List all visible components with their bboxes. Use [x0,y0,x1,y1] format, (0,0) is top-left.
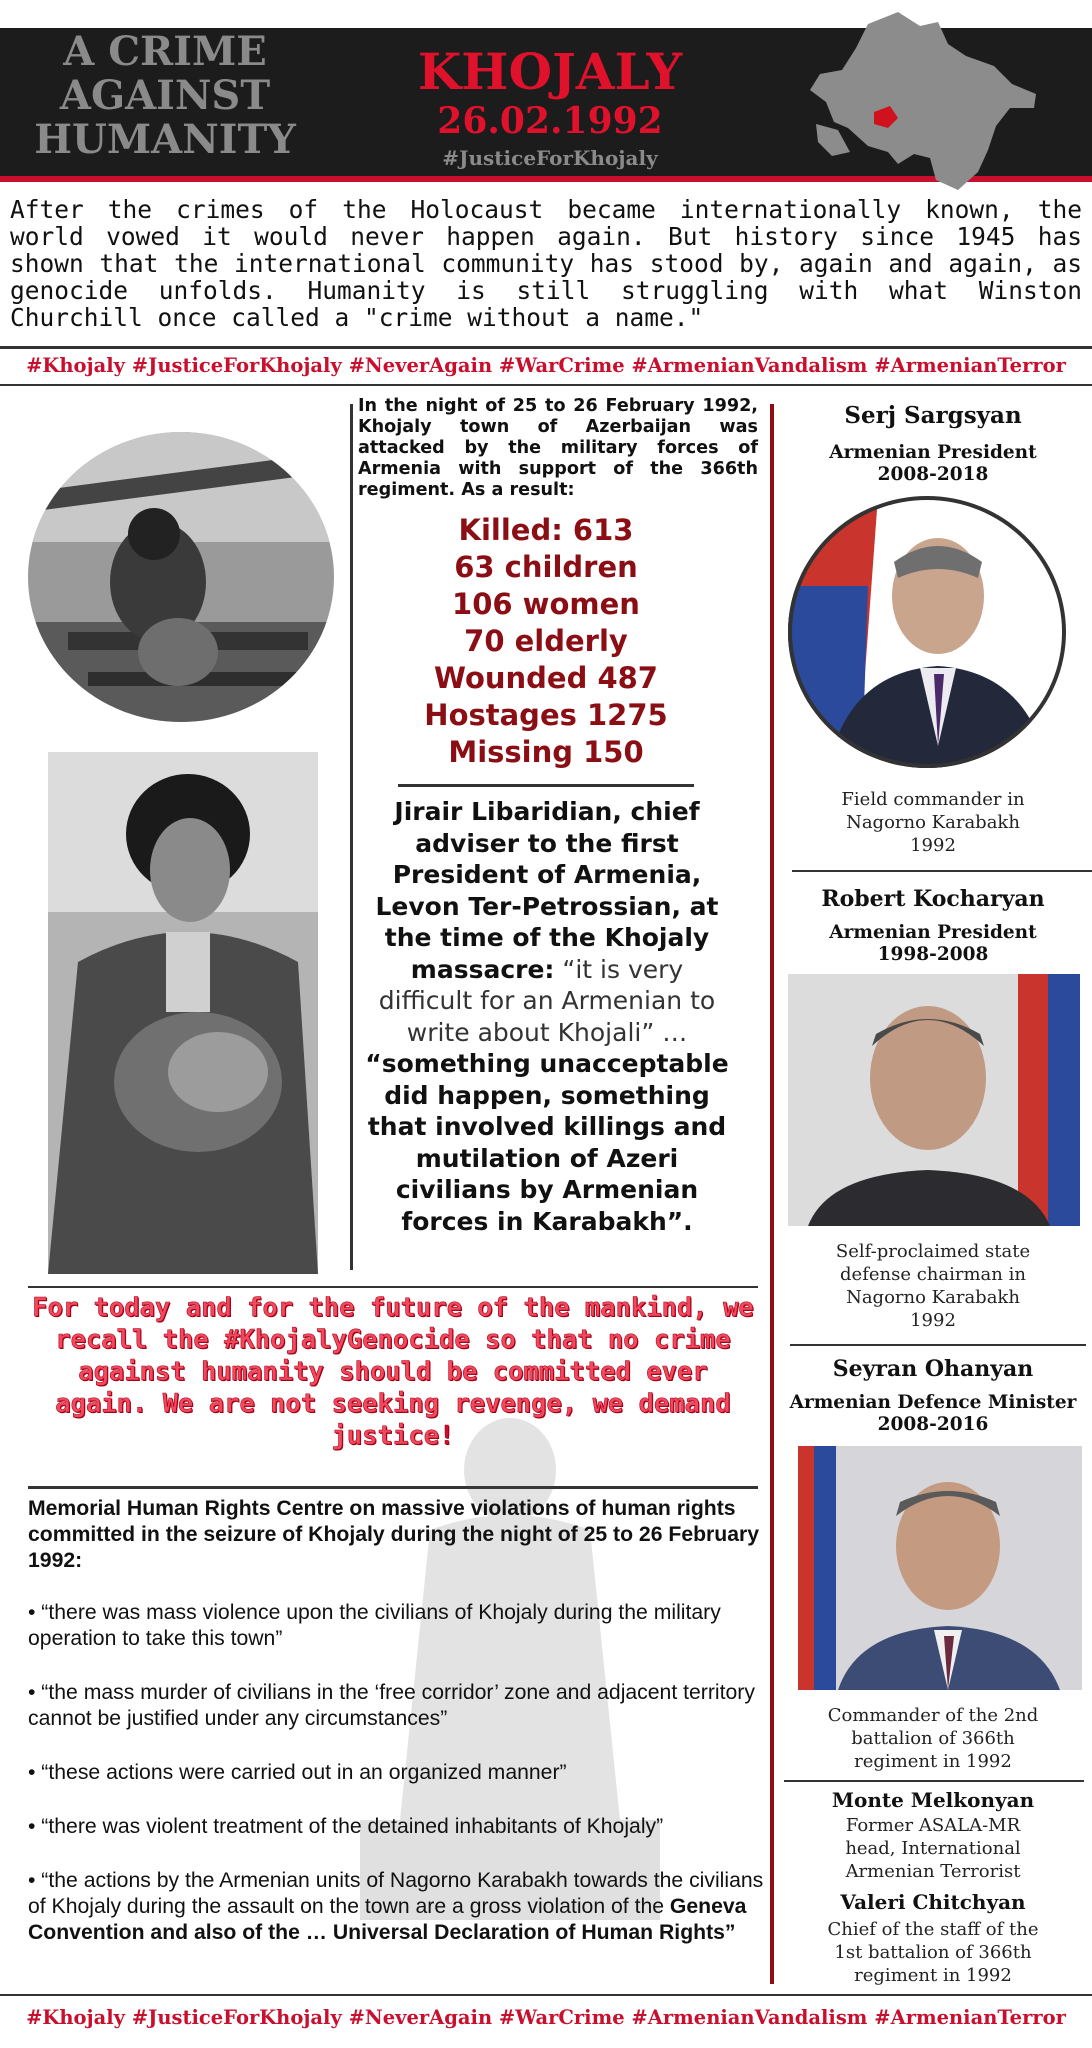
column-divider-left [350,404,353,1270]
divider [0,346,1092,349]
azerbaijan-map-icon [798,4,1058,194]
sargsyan-caption-3: 1992 [910,835,956,856]
divider [784,1780,1084,1782]
melkonyan-name: Monte Melkonyan [831,1788,1035,1812]
crying-child-photo [28,432,334,722]
attack-description: In the night of 25 to 26 February 1992, Khojaly town of Azerbaijan was attacked by the military forces of Armenia with support of the 366th regiment. As a result: [358,396,758,500]
memorial-heading: Memorial Human Rights Centre on massive violations of human rights committed in the seizure of Khojaly during the night of 25 to 26 February 1992: [28,1497,760,1572]
kocharyan-photo [788,974,1080,1226]
memorial-bullet-5-start: • “the actions by the Armenian units of Nagorno Karabakh towards the civilians of Khojaly during the assault on the town are a gross violation of the [28,1869,764,1918]
sargsyan-years: 2008-2018 [877,464,989,485]
divider [398,784,694,787]
kocharyan-caption [788,1240,1078,1332]
kocharyan-caption-4: 1992 [910,1310,956,1331]
ohanyan-name: Seyran Ohanyan [832,1356,1034,1382]
recall-text: For today and for the future of the mankind, we recall the #KhojalyGenocide so that no crime against humanity should be committed ever again. We are not seeking revenge, we demand justice [32,1293,754,1451]
sargsyan-caption-1: Field commander in [841,789,1025,810]
crime-line-3: HUMANITY [34,116,296,163]
khojaly-title: KHOJALY [417,42,683,101]
melkonyan-caption-3: Armenian Terrorist [845,1861,1021,1882]
libaridian-intro: Jirair Libaridian, chief adviser to the first President of Armenia, Levon Ter-Petrossian, at the time of the Khojaly massacre: [375,797,719,984]
column-divider-right [770,404,774,1984]
stat-children: 63 children [454,550,638,584]
melkonyan-caption-1: Former ASALA-MR [845,1815,1021,1836]
stat-elderly: 70 elderly [464,624,628,658]
crime-line-1: A CRIME [63,28,267,75]
divider [792,870,1092,872]
memorial-bullet-5-bold: Geneva Convention and also of the … Universal Declaration of Human Rights” [28,1895,747,1944]
kocharyan-role [788,922,1078,966]
ohanyan-role-title: Armenian Defence Minister [789,1392,1077,1413]
hashtags-bottom: #Khojaly #JusticeForKhojaly #NeverAgain #WarCrime #ArmenianVandalism #ArmenianTerror [26,2006,1066,2029]
memorial-section [28,1496,764,1974]
sargsyan-caption-2: Nagorno Karabakh [846,812,1020,833]
memorial-bullet-5 [28,1868,764,1946]
khojaly-date: 26.02.1992 [437,100,663,142]
kocharyan-caption-3: Nagorno Karabakh [846,1287,1020,1308]
libaridian-quote-2: “something unacceptable did happen, something that involved killings and mutilation of Azeri civilians by Armenian forces in Karabakh”. [365,1049,729,1236]
stat-hostages: Hostages 1275 [424,698,668,732]
ohanyan-role [788,1392,1078,1436]
ohanyan-caption [788,1704,1078,1773]
sargsyan-photo-frame [788,496,1066,768]
crime-line-2: AGAINST [59,72,271,119]
ohanyan-caption-3: regiment in 1992 [854,1751,1012,1772]
stat-killed: Killed: 613 [458,513,634,547]
stat-wounded: Wounded 487 [434,661,658,695]
header-hashtag: #JusticeForKhojaly [442,146,658,170]
stat-missing: Missing 150 [448,735,644,769]
chitchyan-name: Valeri Chitchyan [840,1890,1026,1914]
ohanyan-years: 2008-2016 [877,1414,989,1435]
melkonyan-caption [788,1814,1078,1883]
divider [0,384,1092,386]
chitchyan-caption-1: Chief of the staff of the [827,1919,1039,1940]
kocharyan-caption-2: defense chairman in [840,1264,1026,1285]
ohanyan-caption-1: Commander of the 2nd [827,1705,1039,1726]
casualty-stats [358,512,734,771]
divider [28,1286,758,1288]
intro-paragraph: After the crimes of the Holocaust became internationally known, the world vowed it would never happen again. But history since 1945 has shown that the international community has stood by, again and again, as genocide unfolds. Humanity is still struggling with what Winston Churchill once called a "crime without a name." [10,195,1082,332]
ohanyan-photo [798,1446,1082,1690]
kocharyan-role-title: Armenian President [829,922,1037,943]
sargsyan-role [788,442,1078,486]
chitchyan-caption [788,1918,1078,1987]
sargsyan-name: Serj Sargsyan [844,402,1022,429]
hashtags-top: #Khojaly #JusticeForKhojaly #NeverAgain #WarCrime #ArmenianVandalism #ArmenianTerror [26,354,1066,377]
sargsyan-role-title: Armenian President [829,442,1037,463]
libaridian-quote [362,796,732,1237]
memorial-bullet-3: • “these actions were carried out in an organized manner” [28,1761,567,1784]
recall-mark: ! [439,1421,455,1451]
stat-women: 106 women [452,587,640,621]
divider [790,1344,1086,1346]
melkonyan-caption-2: head, International [845,1838,1021,1859]
sargsyan-caption [788,788,1078,857]
kocharyan-caption-1: Self-proclaimed state [835,1241,1031,1262]
memorial-bullet-1: • “there was mass violence upon the civilians of Khojaly during the military operation to take this town” [28,1601,721,1650]
divider [0,1994,1092,1996]
memorial-bullet-4: • “there was violent treatment of the detained inhabitants of Khojaly” [28,1815,664,1838]
chitchyan-caption-2: 1st battalion of 366th [834,1942,1032,1963]
chitchyan-caption-3: regiment in 1992 [854,1965,1012,1986]
kocharyan-name: Robert Kocharyan [821,886,1045,912]
memorial-bullet-2: • “the mass murder of civilians in the ‘free corridor’ zone and adjacent territory cannot be justified under any circumstances” [28,1681,755,1730]
header-center [400,44,700,174]
mourning-man-photo [48,752,318,1274]
crime-against-humanity-title [20,30,310,162]
libaridian-quote-1: “it is very difficult for an Armenian to write about Khojali” … [378,954,716,1047]
kocharyan-years: 1998-2008 [877,944,989,965]
ohanyan-caption-2: battalion of 366th [851,1728,1015,1749]
